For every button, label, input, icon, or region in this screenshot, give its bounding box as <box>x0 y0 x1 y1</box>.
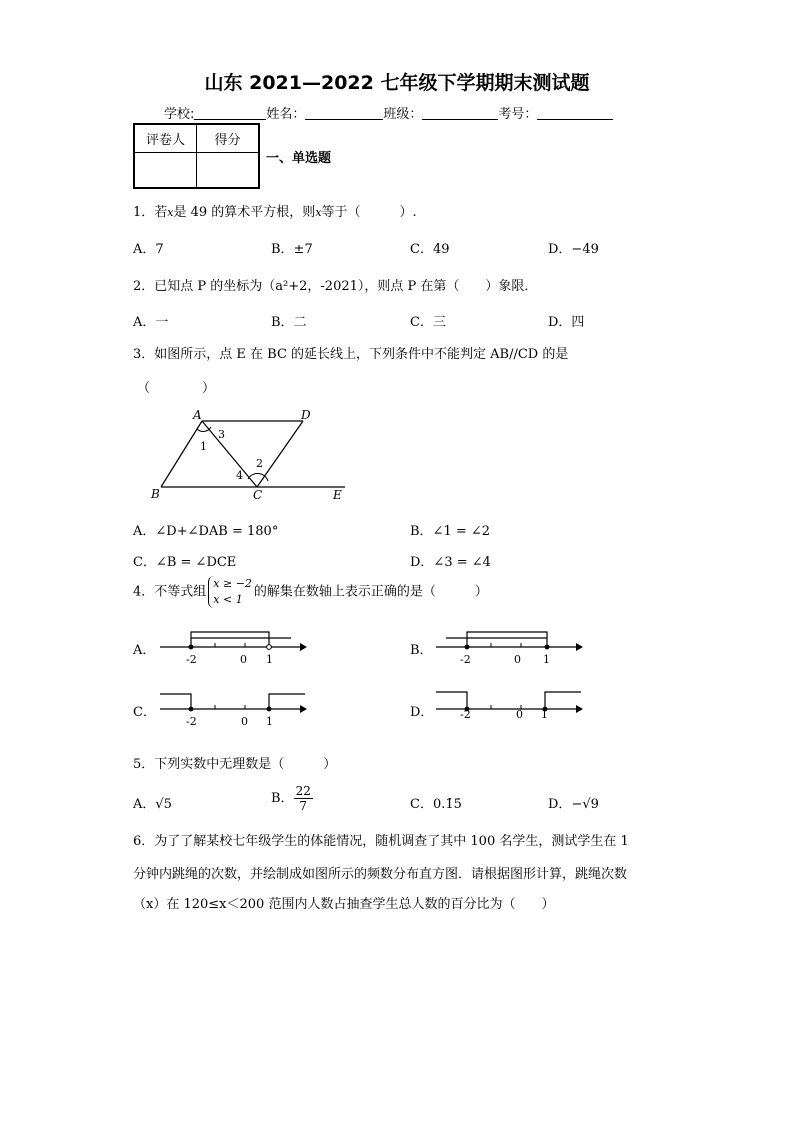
q1-option-a[interactable]: A．7 <box>133 242 164 257</box>
q4-text-a: 4．不等式组 <box>133 584 207 600</box>
q3-option-c[interactable]: C．∠B = ∠DCE <box>133 555 237 570</box>
q4-number-line-c <box>160 684 310 728</box>
q2-option-c[interactable]: C．三 <box>410 315 446 330</box>
q2-option-b[interactable]: B．二 <box>271 315 307 330</box>
score-cell[interactable] <box>197 153 260 189</box>
exam-no-label: 考号： <box>498 107 538 122</box>
q1-text-c: 等于（ ）. <box>321 205 417 220</box>
question-5: 5．下列实数中无理数是（ ） <box>133 757 337 772</box>
tick-label: 1 <box>541 708 548 721</box>
question-1 <box>133 201 417 220</box>
question-6-line-2: 分钟内跳绳的次数，并绘制成如图所示的频数分布直方图．请根据图形计算，跳绳次数 <box>133 867 628 882</box>
school-label: 学校: <box>164 107 195 122</box>
q1-option-c[interactable]: C．49 <box>410 242 450 257</box>
question-2: 2．已知点 P 的坐标为（a²+2，-2021），则点 P 在第（ ）象限． <box>133 279 538 294</box>
segment-ab <box>161 421 202 487</box>
q1-text-b: 是 49 的算术平方根，则 <box>173 205 316 220</box>
label-e: E <box>333 488 342 502</box>
angle-arc-a <box>197 427 211 431</box>
q4-option-b[interactable]: B． <box>410 643 433 658</box>
q1-var2: x <box>315 206 322 219</box>
question-3: 3．如图所示，点 E 在 BC 的延长线上，下列条件中不能判定 AB//CD 的是 <box>133 347 569 362</box>
q5-a-prefix: A． <box>133 797 156 812</box>
q5-option-b[interactable] <box>271 784 313 813</box>
label-angle-2: 2 <box>256 457 263 470</box>
q1-option-d[interactable]: D．−49 <box>548 242 599 257</box>
q2-option-a[interactable]: A．一 <box>133 315 169 330</box>
tick-label: 1 <box>543 653 550 666</box>
q5-option-c[interactable] <box>410 793 462 812</box>
q5-b-prefix: B． <box>271 791 294 806</box>
q5-a-value: √5 <box>155 797 172 812</box>
page-title: 山东 2021—2022 七年级下学期期末测试题 <box>204 72 590 94</box>
name-label: 姓名： <box>266 107 306 122</box>
q4-number-line-b <box>436 622 586 666</box>
q5-b-denominator: 7 <box>299 799 308 813</box>
q4-number-line-d <box>436 684 586 728</box>
tick-label: 0 <box>516 708 523 721</box>
question-6-line-3: （x）在 120≤x＜200 范围内人数占抽查学生总人数的百分比为（ ） <box>133 897 555 912</box>
q3-option-b[interactable]: B．∠1 = ∠2 <box>410 524 491 539</box>
label-b: B <box>151 487 160 501</box>
q3-figure <box>145 405 360 505</box>
school-field[interactable] <box>194 107 266 120</box>
tick-label: 1 <box>266 715 273 728</box>
question-6-line-1: 6．为了了解某校七年级学生的体能情况，随机调查了其中 100 名学生，测试学生在 1 <box>133 834 629 849</box>
class-label: 班级： <box>383 107 423 122</box>
q1-text-a: 1．若 <box>133 205 168 220</box>
q5-c-value: 0.1̇5̇ <box>432 797 462 812</box>
grader-header: 评卷人 <box>134 124 197 153</box>
tick-label: -2 <box>186 653 197 666</box>
tick-label: 0 <box>514 653 521 666</box>
q4-option-d[interactable]: D． <box>410 705 434 720</box>
label-angle-1: 1 <box>200 440 207 453</box>
q5-option-a[interactable] <box>133 793 172 812</box>
label-angle-4: 4 <box>236 469 243 482</box>
label-angle-3: 3 <box>218 428 225 441</box>
score-header: 得分 <box>197 124 260 153</box>
tick-label: 1 <box>266 653 273 666</box>
inequality-2: x < 1 <box>213 593 243 606</box>
tick-label: -2 <box>186 715 197 728</box>
q5-b-fraction <box>294 784 313 813</box>
q5-c-prefix: C． <box>410 797 433 812</box>
q4-number-line-a <box>160 622 310 666</box>
q2-option-d[interactable]: D．四 <box>548 315 585 330</box>
score-table <box>133 123 260 189</box>
tick-label: 0 <box>240 653 247 666</box>
exam-no-field[interactable] <box>537 107 613 120</box>
q1-option-b[interactable]: B．±7 <box>271 242 313 257</box>
q3-option-a[interactable]: A．∠D+∠DAB = 180° <box>133 524 279 539</box>
q5-b-numerator: 22 <box>295 784 311 798</box>
tick-label: -2 <box>460 653 471 666</box>
q1-var: x <box>167 206 174 219</box>
q5-d-prefix: D． <box>548 797 572 812</box>
class-field[interactable] <box>422 107 498 120</box>
student-info-line <box>164 103 613 122</box>
q4-option-c[interactable]: C． <box>133 705 156 720</box>
grader-cell[interactable] <box>134 153 197 189</box>
tick-label: -2 <box>460 708 471 721</box>
inequality-1: x ≥ −2 <box>213 577 252 590</box>
q3-answer-paren: （ ） <box>137 381 216 396</box>
section-heading: 一、单选题 <box>266 151 332 166</box>
label-a: A <box>193 408 202 422</box>
segment-dc <box>257 421 303 487</box>
q4-option-a[interactable]: A． <box>133 643 156 658</box>
q4-text-b: 的解集在数轴上表示正确的是（ ） <box>253 584 488 600</box>
inequality-system <box>208 576 252 608</box>
question-4 <box>133 576 488 608</box>
label-c: C <box>253 488 263 502</box>
tick-label: 0 <box>241 715 248 728</box>
label-d: D <box>301 408 311 422</box>
name-field[interactable] <box>305 107 383 120</box>
q5-d-value: −√9 <box>571 797 599 812</box>
q5-option-d[interactable] <box>548 793 599 812</box>
q3-option-d[interactable]: D．∠3 = ∠4 <box>410 555 491 570</box>
